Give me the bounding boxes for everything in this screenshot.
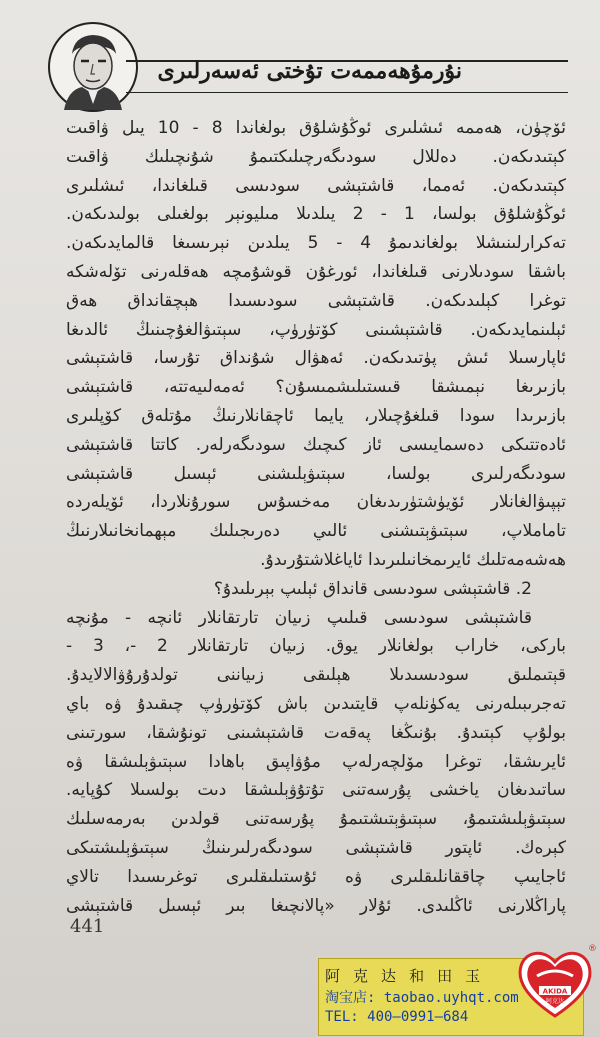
body-line: ئادەتتىكى دەسمايىسى ئاز كىچىك سودىگەرلەر. كاتتا قاشتېشى [66,434,566,455]
book-title: نۇرمۇھەممەت تۇختى ئەسەرلىرى [157,58,462,84]
page-number: 441 [70,916,105,937]
registered-mark: ® [588,944,597,954]
section-line: ساتىدىغان ياخشى پۇرسەتنى تۇتۇۋېلىشقا دىت بولسىلا كۇپايە. [66,780,566,801]
watermark-shop-url: 淘宝店: taobao.uyhqt.com [325,990,519,1006]
body-line: باشقا سودىلارنى قىلغاندا، ئورغۇن قوشۇمچە ھەقلەرنى تۆلەشكە [66,261,566,282]
body-line: تاماملاپ، سېتىۋېتىشنى ئالىي دەرىجىلىك مېھمانخانىلارنىڭ [66,521,566,542]
body-line: ئوڭۇشلۇق بولسا، 1 - 2 يىلدىلا مىليونېر بولغىلى بولىدىكەن. [66,204,566,225]
body-line: ئاپارسىلا ئىش پۈتىدىكەن. ئەھۋال شۇنداق تۇرسا، قاشتېشى [66,348,566,369]
section-line: پاراڭلارنى ئاڭلىدى. ئۇلار «پالانچىغا بىر ئېسىل قاشتېشى [66,895,566,916]
page-header [48,22,568,110]
section-line: تەجرىبىلەرنى يەكۈنلەپ قايتىدىن باش كۆتۈرۈپ چىقىدۇ ۋە باي [66,693,566,714]
page-body [66,114,566,914]
section-line: ئاجايىپ چاققانلىقلىرى ۋە ئۇستىلىقلىرى توغرىسىدا تالاي [66,866,566,887]
body-line: بازىرىغا نېمىشقا قىستىلىشمىسۇن؟ ئەمەلىيەتتە، قاشتېشى [66,377,566,398]
body-line: سودىگەرلىرى بولسا، سېتىۋېلىشنى ئېسىل قاشتېشى [66,463,566,484]
body-line: ئۆچۈن، ھەممە ئىشلىرى ئوڭۇشلۇق بولغاندا 8 - 10 يىل ۋاقىت [66,118,566,138]
body-line: كېتىدىكەن. دەللال سودىگەرچىلىكتىمۇ شۇنچىلىك ۋاقىت [66,146,566,167]
body-line: بازىرىدا سودا قىلغۇچىلار، يايما ئاچقانلارنىڭ مۇتلەق كۆپلىرى [66,405,566,426]
section-line: قېتىملىق سودىسىدىلا ھېلىقى زىياننى تولدۇرۇۋالالايدۇ. [66,665,566,686]
body-line: ئېلىنمايدىكەن. قاشتېشىنى كۆتۈرۈپ، سېتىۋالغۇچىنىڭ ئالدىغا [66,319,566,340]
logo-subtext: 阿克达 [545,998,565,1005]
section-line: سېتىۋېلىشتىمۇ، سېتىۋېتىشتىمۇ پۇرسەتنى قولدىن بەرمەسلىك [66,809,566,830]
body-line: تېپىۋالغانلار ئۆيۈشتۈرىدىغان مەخسۇس سورۇنلاردا، ئۆيلەردە [66,492,566,513]
section-line: بولۇپ كېتىدۇ. بۇنىڭغا پەقەت قاشتېشىنى تونۇشقا، سورتىنى [66,722,566,743]
akida-heart-logo-icon [515,942,595,1022]
body-line: تەكرارلىنىشلا بولغاندىمۇ 4 - 5 يىلدىن نېرىسىغا قالمايدىكەن. [66,233,566,254]
watermark-shop-name: 阿 克 达 和 田 玉 [325,967,483,985]
author-portrait [48,22,138,112]
watermark-phone: TEL: 400—0991—684 [325,1009,469,1025]
section-heading: 2. قاشتېشى سودىسى قانداق ئېلىپ بېرىلىدۇ؟ [213,578,532,599]
author-portrait-icon [50,24,136,110]
body-line: توغرا كېلىدىكەن. قاشتېشى سودىسىدا ھېچقانداق ھەق [66,290,566,311]
section-line: باركى، خاراب بولغانلار يوق. زىيان تارتقانلار 2 -، 3 - [66,636,566,657]
body-line: ھەشەمەتلىك ئايرىمخانىلىرىدا ئاياغلاشتۇرىدۇ. [260,549,566,570]
section-line: كېرەك. ئاپتور قاشتېشى سودىگەرلىرىنىڭ سېتىۋېلىشتىكى [66,837,566,858]
body-line: كېتىدىكەن. ئەمما، قاشتېشى سودىسى قىلغاندا، ئىشلىرى [66,175,566,196]
logo-text: AKIDA [542,987,568,996]
section-line: ئايرىشقا، توغرا مۆلچەرلەپ مۇۋاپىق باھادا سېتىۋېلىشقا ۋە [66,751,566,772]
section-line: قاشتېشى سودىسى قىلىپ زىيان تارتقانلار ئانچە - مۇنچە [66,607,532,628]
